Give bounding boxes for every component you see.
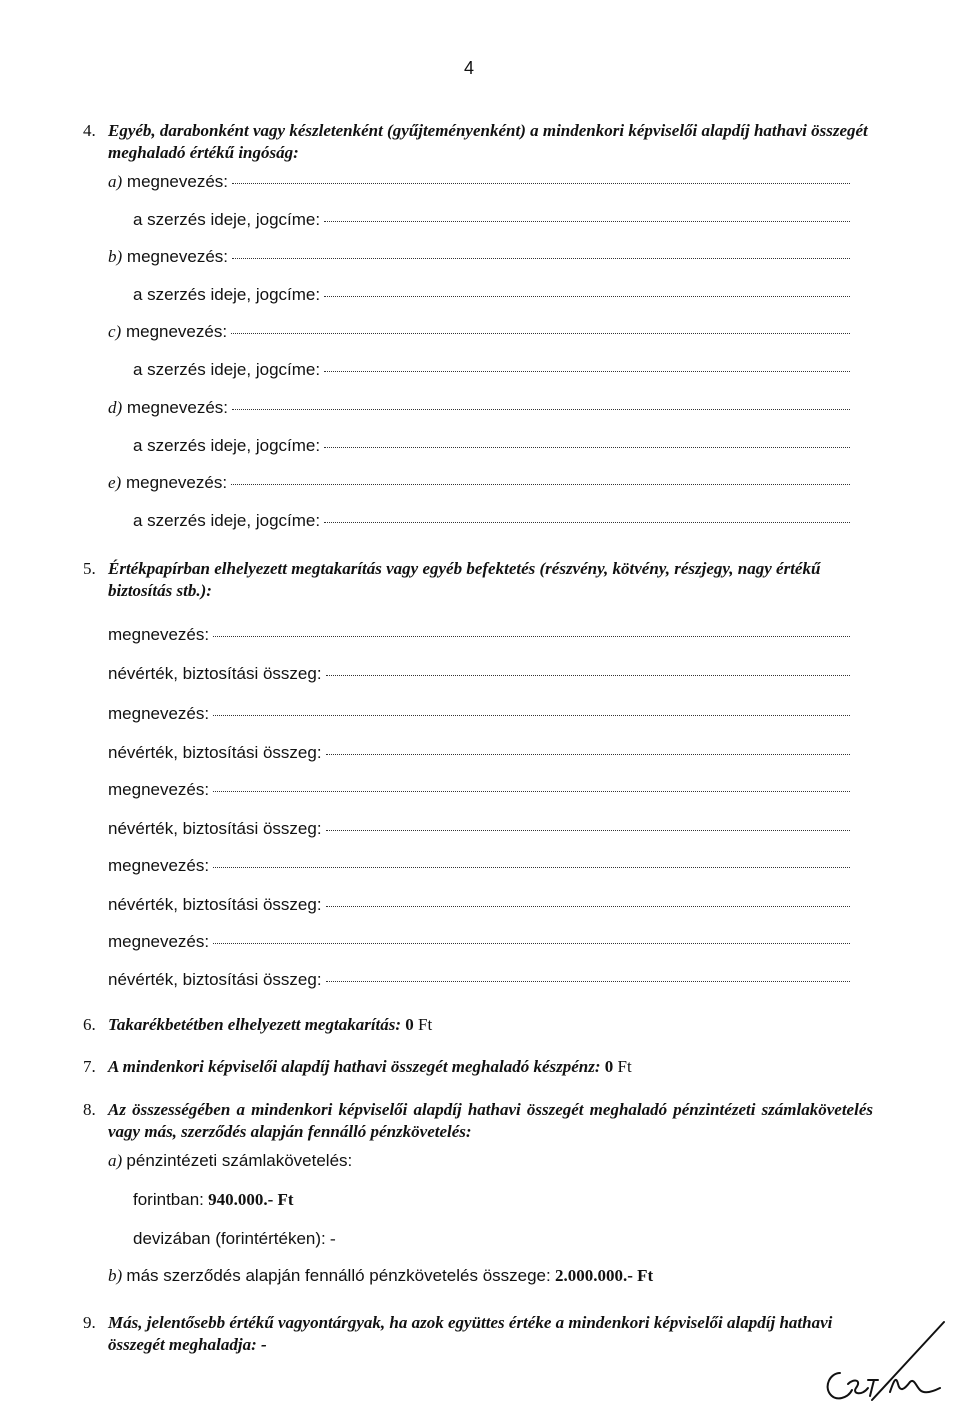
name-label: megnevezés: bbox=[125, 473, 228, 492]
section-5-title: Értékpapírban elhelyezett megtakarítás vagy egyéb befektetés (részvény, kötvény, részjegy, nagy értékű biztosítás stb.): bbox=[108, 559, 821, 600]
acquisition-label: a szerzés ideje, jogcíme: bbox=[133, 436, 321, 455]
fill-line bbox=[231, 484, 850, 485]
item-letter: b) bbox=[108, 247, 123, 266]
name-label: megnevezés: bbox=[125, 322, 228, 341]
fill-line bbox=[231, 333, 850, 334]
section-4-number: 4. bbox=[83, 121, 96, 140]
fill-line bbox=[324, 296, 850, 297]
movable-b-name-row bbox=[108, 247, 850, 267]
name-label: megnevezés: bbox=[126, 247, 229, 266]
page-number: 4 bbox=[464, 58, 475, 78]
section-8-number: 8. bbox=[83, 1100, 96, 1119]
section-7-number: 7. bbox=[83, 1057, 96, 1076]
fill-line bbox=[324, 371, 850, 372]
movable-e-acquisition-row bbox=[133, 511, 850, 531]
fill-line bbox=[232, 258, 850, 259]
acquisition-label: a szerzés ideje, jogcíme: bbox=[133, 511, 321, 530]
section-8-b-row bbox=[108, 1266, 653, 1286]
section-7-unit: Ft bbox=[617, 1057, 632, 1076]
section-6-value: 0 bbox=[405, 1015, 414, 1034]
section-5 bbox=[83, 558, 873, 602]
huf-row bbox=[133, 1190, 294, 1210]
name-label: megnevezés: bbox=[108, 780, 210, 799]
movable-d-name-row bbox=[108, 398, 850, 418]
fx-row bbox=[133, 1229, 336, 1249]
handwritten-signature bbox=[812, 1318, 952, 1408]
fill-line bbox=[326, 675, 850, 676]
section-6-number: 6. bbox=[83, 1015, 96, 1034]
movable-e-name-row bbox=[108, 473, 850, 493]
item-letter: a) bbox=[108, 172, 123, 191]
huf-label: forintban: bbox=[133, 1190, 204, 1209]
huf-value: 940.000.- Ft bbox=[208, 1190, 294, 1209]
name-label: megnevezés: bbox=[108, 856, 210, 875]
value-label: névérték, biztosítási összeg: bbox=[108, 819, 322, 838]
fill-line bbox=[324, 221, 850, 222]
section-6 bbox=[83, 1014, 873, 1036]
section-6-unit: Ft bbox=[418, 1015, 433, 1034]
fx-value: - bbox=[330, 1229, 336, 1248]
section-7-title: A mindenkori képviselői alapdíj hathavi összegét meghaladó készpénz: bbox=[108, 1057, 601, 1076]
item-letter: d) bbox=[108, 398, 123, 417]
security-3-name-row bbox=[108, 780, 850, 800]
acquisition-label: a szerzés ideje, jogcíme: bbox=[133, 210, 321, 229]
section-8-a-row bbox=[108, 1151, 352, 1171]
name-label: megnevezés: bbox=[108, 932, 210, 951]
section-9 bbox=[83, 1312, 873, 1356]
section-7-value: 0 bbox=[604, 1057, 614, 1076]
movable-c-acquisition-row bbox=[133, 360, 850, 380]
name-label: megnevezés: bbox=[126, 398, 229, 417]
fill-line bbox=[324, 522, 850, 523]
fill-line bbox=[232, 183, 850, 184]
fill-line bbox=[326, 981, 850, 982]
fill-line bbox=[232, 409, 850, 410]
fill-line bbox=[213, 715, 850, 716]
acquisition-label: a szerzés ideje, jogcíme: bbox=[133, 360, 321, 379]
value-label: névérték, biztosítási összeg: bbox=[108, 970, 322, 989]
name-label: megnevezés: bbox=[126, 172, 229, 191]
section-8 bbox=[83, 1099, 873, 1143]
security-4-value-row bbox=[108, 895, 850, 915]
security-2-value-row bbox=[108, 743, 850, 763]
section-4 bbox=[83, 120, 873, 164]
section-8-title: Az összességében a mindenkori képviselői alapdíj hathavi összegét meghaladó pénzintézeti számlakövetelés vagy más, szerződés alapján fennálló pénzkövetelés: bbox=[108, 1100, 873, 1141]
security-1-name-row bbox=[108, 625, 850, 645]
section-9-title: Más, jelentősebb értékű vagyontárgyak, ha azok együttes értéke a mindenkori képviselői alapdíj hathavi összegét meghaladja: bbox=[108, 1313, 833, 1354]
item-letter: a) bbox=[108, 1151, 123, 1170]
movable-a-name-row bbox=[108, 172, 850, 192]
security-1-value-row bbox=[108, 664, 850, 684]
section-4-title: Egyéb, darabonként vagy készletenként (gyűjteményenként) a mindenkori képviselői alapdíj hathavi összegét meghaladó értékű ingóság: bbox=[108, 121, 868, 162]
acquisition-label: a szerzés ideje, jogcíme: bbox=[133, 285, 321, 304]
fill-line bbox=[326, 906, 850, 907]
section-7 bbox=[83, 1056, 873, 1078]
movable-a-acquisition-row bbox=[133, 210, 850, 230]
security-5-value-row bbox=[108, 970, 850, 990]
section-9-value: - bbox=[261, 1335, 267, 1354]
section-6-title: Takarékbetétben elhelyezett megtakarítás: bbox=[108, 1015, 402, 1034]
fill-line bbox=[324, 447, 850, 448]
other-claim-value: 2.000.000.- Ft bbox=[554, 1266, 654, 1285]
security-3-value-row bbox=[108, 819, 850, 839]
value-label: névérték, biztosítási összeg: bbox=[108, 743, 322, 762]
fill-line bbox=[213, 636, 850, 637]
fill-line bbox=[213, 943, 850, 944]
fill-line bbox=[326, 830, 850, 831]
fill-line bbox=[326, 754, 850, 755]
item-letter: e) bbox=[108, 473, 122, 492]
fill-line bbox=[213, 791, 850, 792]
other-claim-label: más szerződés alapján fennálló pénzkövetelés összege: bbox=[126, 1266, 551, 1285]
section-9-number: 9. bbox=[83, 1313, 96, 1332]
movable-b-acquisition-row bbox=[133, 285, 850, 305]
movable-c-name-row bbox=[108, 322, 850, 342]
security-5-name-row bbox=[108, 932, 850, 952]
item-letter: c) bbox=[108, 322, 122, 341]
item-letter: b) bbox=[108, 1266, 123, 1285]
security-2-name-row bbox=[108, 704, 850, 724]
movable-d-acquisition-row bbox=[133, 436, 850, 456]
section-5-number: 5. bbox=[83, 559, 96, 578]
bank-account-label: pénzintézeti számlakövetelés: bbox=[126, 1151, 353, 1170]
value-label: névérték, biztosítási összeg: bbox=[108, 664, 322, 683]
value-label: névérték, biztosítási összeg: bbox=[108, 895, 322, 914]
security-4-name-row bbox=[108, 856, 850, 876]
fill-line bbox=[213, 867, 850, 868]
name-label: megnevezés: bbox=[108, 704, 210, 723]
fx-label: devizában (forintértéken): bbox=[133, 1229, 326, 1248]
name-label: megnevezés: bbox=[108, 625, 210, 644]
